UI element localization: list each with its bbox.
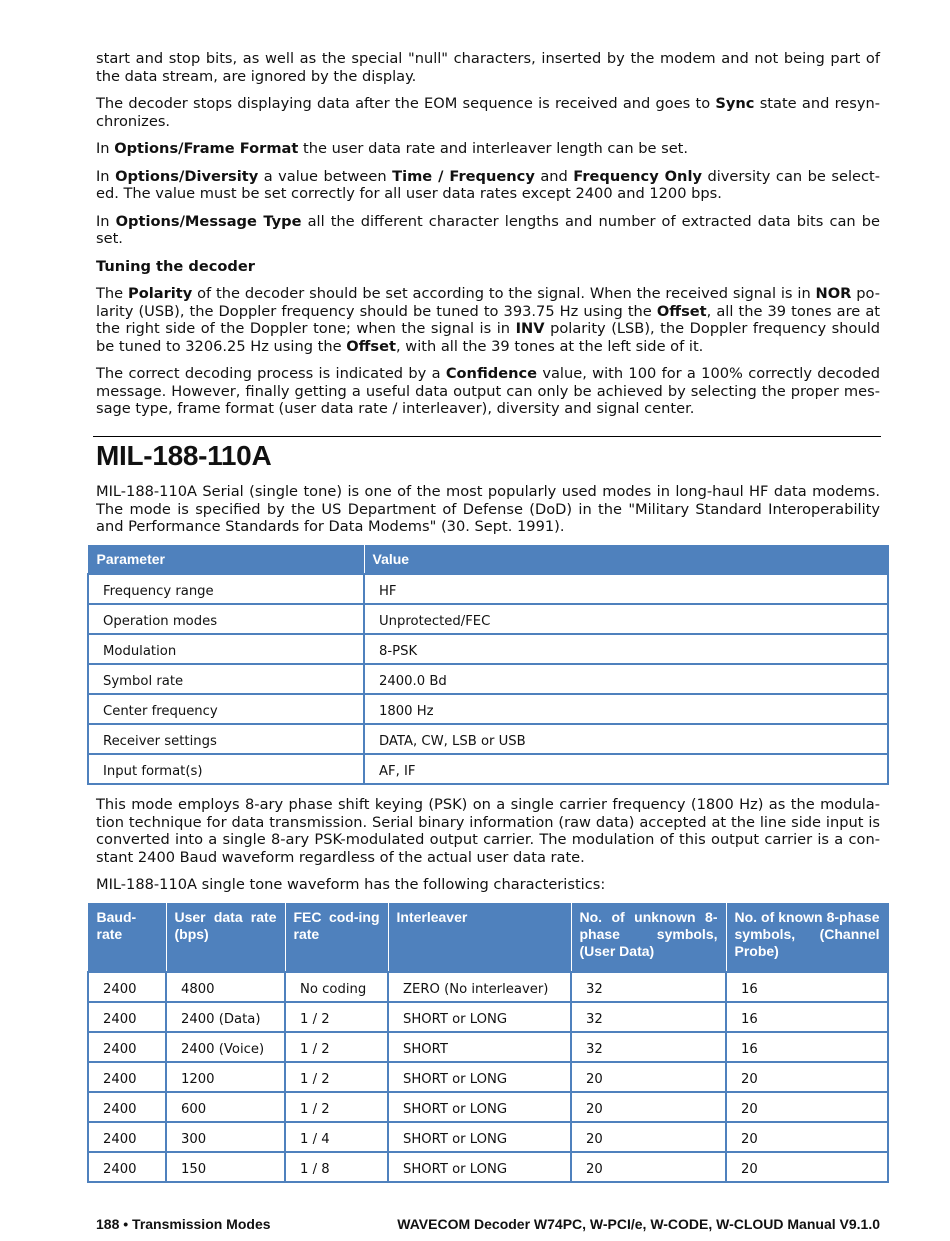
table-cell: 2400 <box>88 1032 166 1062</box>
paragraph: In Options/Frame Format the user data rate and interleaver length can be set. <box>96 140 689 157</box>
paragraph: The decoder stops displaying data after the EOM sequence is received and goes to Sync state and resyn-chronizes. <box>96 95 880 130</box>
table-cell: SHORT or LONG <box>388 1002 571 1032</box>
table-cell: 4800 <box>166 972 285 1002</box>
table-cell: SHORT or LONG <box>388 1092 571 1122</box>
table-cell: 32 <box>571 972 726 1002</box>
column-header: Value <box>364 545 888 574</box>
table-row <box>88 634 888 664</box>
table-cell: 2400 <box>88 1122 166 1152</box>
section-intro: MIL-188-110A Serial (single tone) is one of the most popularly used modes in long-haul HF data modems. The mode is specified by the US Department of Defense (DoD) in the "Military Standard Interoperability and Performance Standards for Data Modems" (30. Sept. 1991). <box>96 483 880 535</box>
table-cell: Input format(s) <box>88 754 364 784</box>
paragraph: MIL-188-110A single tone waveform has the following characteristics: <box>96 876 606 893</box>
table-cell: 20 <box>726 1122 888 1152</box>
intro-block <box>96 50 880 428</box>
table-cell: Center frequency <box>88 694 364 724</box>
table-row <box>88 1032 888 1062</box>
table-cell: SHORT or LONG <box>388 1062 571 1092</box>
table-cell: 1 / 2 <box>285 1032 388 1062</box>
footer-page-section: 188 • Transmission Modes <box>96 1216 271 1232</box>
table-row <box>88 754 888 784</box>
table-cell: 1200 <box>166 1062 285 1092</box>
table-cell: 32 <box>571 1032 726 1062</box>
table-cell: 1 / 2 <box>285 1002 388 1032</box>
table-cell: 2400.0 Bd <box>364 664 888 694</box>
table-row <box>88 574 888 604</box>
table-cell: 1 / 2 <box>285 1092 388 1122</box>
table-cell: Modulation <box>88 634 364 664</box>
column-header: Interleaver <box>388 903 571 972</box>
paragraph: start and stop bits, as well as the special "null" characters, inserted by the modem and not being part of the data stream, are ignored by the display. <box>96 50 880 85</box>
column-header: Baud-rate <box>88 903 166 972</box>
column-header: User data rate (bps) <box>166 903 285 972</box>
column-header: No. of known 8-phase symbols, (Channel Probe) <box>726 903 888 972</box>
table-header-row <box>88 903 888 972</box>
table-cell: 20 <box>571 1152 726 1182</box>
table-cell: DATA, CW, LSB or USB <box>364 724 888 754</box>
table-cell: 150 <box>166 1152 285 1182</box>
section-title: MIL-188-110A <box>96 440 272 471</box>
column-header: Parameter <box>88 545 364 574</box>
table-cell: 20 <box>726 1152 888 1182</box>
table-row <box>88 724 888 754</box>
table-row <box>88 1152 888 1182</box>
table-cell: 1800 Hz <box>364 694 888 724</box>
table-cell: SHORT or LONG <box>388 1152 571 1182</box>
paragraph: In Options/Diversity a value between Time / Frequency and Frequency Only diversity can be select-ed. The value must be set correctly for all user data rates except 2400 and 1200 bps. <box>96 167 880 202</box>
table-cell: 1 / 4 <box>285 1122 388 1152</box>
table-cell: ZERO (No interleaver) <box>388 972 571 1002</box>
section-divider <box>93 436 881 437</box>
table-cell: SHORT <box>388 1032 571 1062</box>
table-cell: 1 / 2 <box>285 1062 388 1092</box>
table-row <box>88 664 888 694</box>
table-header-row <box>88 545 888 574</box>
paragraph: In Options/Message Type all the different character lengths and number of extracted data bits can be set. <box>96 212 880 247</box>
table-row <box>88 1062 888 1092</box>
table-cell: 2400 <box>88 1092 166 1122</box>
table-row <box>88 694 888 724</box>
table-row <box>88 1092 888 1122</box>
table-cell: 2400 (Data) <box>166 1002 285 1032</box>
table-cell: SHORT or LONG <box>388 1122 571 1152</box>
table-cell: 2400 (Voice) <box>166 1032 285 1062</box>
table-cell: 20 <box>571 1062 726 1092</box>
page-footer <box>96 1216 880 1232</box>
table-cell: Unprotected/FEC <box>364 604 888 634</box>
table-cell: 20 <box>726 1062 888 1092</box>
waveform-table <box>87 903 889 1183</box>
table-cell: 16 <box>726 972 888 1002</box>
table-row <box>88 972 888 1002</box>
column-header: No. of unknown 8-phase symbols, (User Data) <box>571 903 726 972</box>
table-cell: 16 <box>726 1002 888 1032</box>
table-cell: 2400 <box>88 1002 166 1032</box>
table-cell: 16 <box>726 1032 888 1062</box>
parameter-table <box>87 545 889 785</box>
table-cell: 1 / 8 <box>285 1152 388 1182</box>
paragraph: The correct decoding process is indicated by a Confidence value, with 100 for a 100% correctly decoded message. However, finally getting a useful data output can only be achieved by selecting the proper mes-sage type, frame format (user data rate / interleaver), diversity and signal center. <box>96 365 880 417</box>
subsection-heading: Tuning the decoder <box>96 257 255 275</box>
table-row <box>88 1002 888 1032</box>
table-row <box>88 1122 888 1152</box>
paragraph: This mode employs 8-ary phase shift keying (PSK) on a single carrier frequency (1800 Hz) as the modula-tion technique for data transmission. Serial binary information (raw data) accepted at the line side input is converted into a single 8-ary PSK-modulated output carrier. The modulation of this output carrier is a con-stant 2400 Baud waveform regardless of the actual user data rate. <box>96 796 880 866</box>
table-cell: 32 <box>571 1002 726 1032</box>
table-row <box>88 604 888 634</box>
table-cell: 8-PSK <box>364 634 888 664</box>
table-cell: 20 <box>571 1092 726 1122</box>
table-cell: 2400 <box>88 1062 166 1092</box>
table-cell: 2400 <box>88 1152 166 1182</box>
table-cell: Receiver settings <box>88 724 364 754</box>
table-cell: Symbol rate <box>88 664 364 694</box>
paragraph: The Polarity of the decoder should be set according to the signal. When the received signal is in NOR po-larity (USB), the Doppler frequency should be tuned to 393.75 Hz using the Offset, all the 39 tones are at the right side of the Doppler tone; when the signal is in INV polarity (LSB), the Doppler frequency should be tuned to 3206.25 Hz using the Offset, with all the 39 tones at the left side of it. <box>96 285 881 355</box>
table-cell: 20 <box>571 1122 726 1152</box>
table-cell: Frequency range <box>88 574 364 604</box>
footer-manual-title: WAVECOM Decoder W74PC, W-PCI/e, W-CODE, W-CLOUD Manual V9.1.0 <box>397 1216 880 1232</box>
table-cell: 20 <box>726 1092 888 1122</box>
table-cell: AF, IF <box>364 754 888 784</box>
table-cell: 2400 <box>88 972 166 1002</box>
table-cell: Operation modes <box>88 604 364 634</box>
table-cell: 600 <box>166 1092 285 1122</box>
table-cell: HF <box>364 574 888 604</box>
column-header: FEC cod-ing rate <box>285 903 388 972</box>
table-cell: 300 <box>166 1122 285 1152</box>
table-cell: No coding <box>285 972 388 1002</box>
